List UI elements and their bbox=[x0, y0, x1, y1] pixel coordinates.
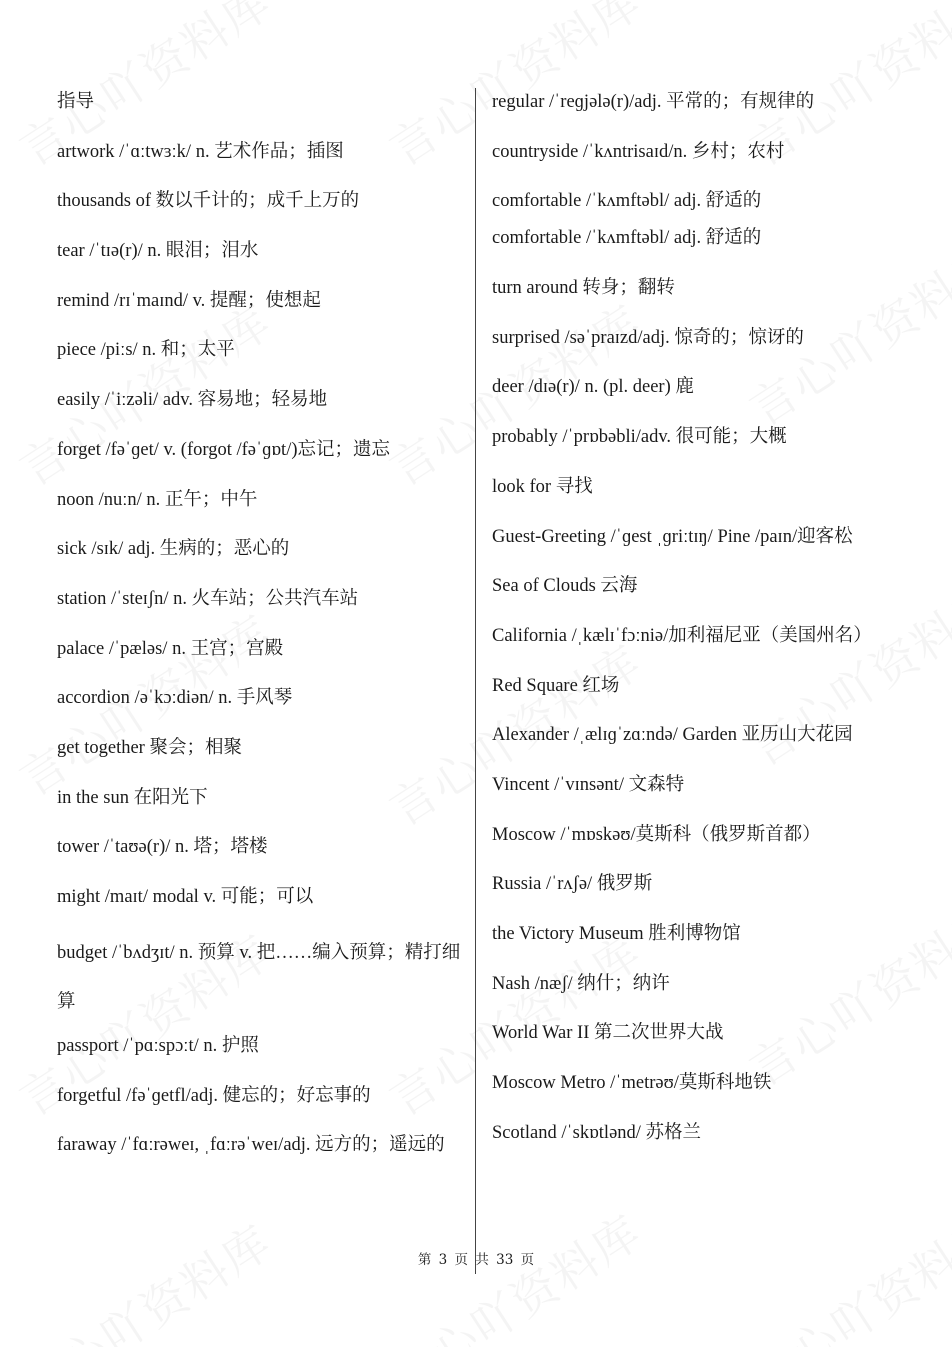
vocab-entry: noon /nuːn/ n. 正午；中午 bbox=[57, 489, 258, 510]
vocab-entry: California /ˌkælɪˈfɔːniə/加利福尼亚（美国州名） bbox=[492, 625, 872, 646]
vocab-entry: Sea of Clouds 云海 bbox=[492, 576, 638, 597]
column-divider bbox=[475, 88, 476, 1274]
vocab-entry: forget /fəˈɡet/ v. (forgot /fəˈɡɒt/)忘记；遗忘 bbox=[57, 439, 391, 460]
vocab-entry: Red Square 红场 bbox=[492, 675, 620, 696]
left-column bbox=[57, 84, 467, 1177]
vocab-entry: Vincent /ˈvɪnsənt/ 文森特 bbox=[492, 774, 685, 795]
vocab-entry: turn around 转身；翻转 bbox=[492, 278, 675, 299]
vocab-entry: tower /ˈtaʊə(r)/ n. 塔；塔楼 bbox=[57, 837, 268, 858]
vocab-entry: in the sun 在阳光下 bbox=[57, 787, 208, 808]
vocab-entry: comfortable /ˈkʌmftəbl/ adj. 舒适的 bbox=[492, 228, 762, 249]
vocab-entry: easily /ˈiːzəli/ adv. 容易地；轻易地 bbox=[57, 390, 328, 411]
vocab-entry: Alexander /ˌælɪɡˈzɑːndə/ Garden 亚历山大花园 bbox=[492, 725, 853, 746]
watermark bbox=[5, 1207, 282, 1347]
vocab-entry: 指导 bbox=[57, 92, 95, 112]
right-column bbox=[492, 84, 932, 1164]
vocab-entry: Nash /næʃ/ 纳什；纳许 bbox=[492, 973, 670, 994]
vocab-entry: probably /ˈprɒbəbli/adv. 很可能；大概 bbox=[492, 427, 787, 448]
vocab-entry: thousands of 数以千计的；成千上万的 bbox=[57, 191, 360, 212]
vocab-entry: passport /ˈpɑːspɔːt/ n. 护照 bbox=[57, 1036, 259, 1057]
vocab-entry: forgetful /fəˈɡetfl/adj. 健忘的；好忘事的 bbox=[57, 1085, 371, 1106]
vocab-entry: regular /ˈreɡjələ(r)/adj. 平常的；有规律的 bbox=[492, 92, 815, 112]
vocab-entry: surprised /səˈpraɪzd/adj. 惊奇的；惊讶的 bbox=[492, 327, 804, 348]
vocab-entry: sick /sɪk/ adj. 生病的；恶心的 bbox=[57, 539, 290, 560]
vocab-entry: faraway /ˈfɑːrəweɪ, ˌfɑːrəˈweɪ/adj. 远方的；遥远的 bbox=[57, 1135, 445, 1156]
vocab-entry: artwork /ˈɑːtwɜːk/ n. 艺术作品；插图 bbox=[57, 141, 344, 162]
vocab-entry: Russia /ˈrʌʃə/ 俄罗斯 bbox=[492, 874, 653, 895]
vocab-entry: look for 寻找 bbox=[492, 476, 593, 497]
vocab-entry: budget /ˈbʌdʒɪt/ n. 预算 v. 把……编入预算；精打细算 bbox=[57, 942, 461, 1013]
vocab-entry: comfortable /ˈkʌmftəbl/ adj. 舒适的 bbox=[492, 191, 762, 212]
watermark bbox=[735, 1197, 952, 1347]
vocab-entry: accordion /əˈkɔːdiən/ n. 手风琴 bbox=[57, 688, 293, 709]
vocab-entry: the Victory Museum 胜利博物馆 bbox=[492, 924, 741, 944]
vocab-entry: Moscow /ˈmɒskəʊ/莫斯科（俄罗斯首都） bbox=[492, 824, 821, 845]
vocab-entry: Scotland /ˈskɒtlənd/ 苏格兰 bbox=[492, 1122, 702, 1143]
watermark bbox=[375, 1197, 652, 1347]
page-number-footer: 第 3 页 共 33 页 bbox=[417, 1252, 535, 1268]
vocab-entry: remind /rɪˈmaɪnd/ v. 提醒；使想起 bbox=[57, 290, 321, 311]
vocab-entry: deer /dɪə(r)/ n. (pl. deer) 鹿 bbox=[492, 377, 694, 398]
vocab-entry: Guest-Greeting /ˈɡest ˌɡriːtɪŋ/ Pine /paɪn/迎客松 bbox=[492, 526, 853, 547]
vocab-entry: might /maɪt/ modal v. 可能；可以 bbox=[57, 887, 314, 907]
vocab-entry: World War II 第二次世界大战 bbox=[492, 1023, 724, 1044]
vocab-entry: get together 聚会；相聚 bbox=[57, 737, 242, 758]
vocab-entry: piece /piːs/ n. 和；太平 bbox=[57, 340, 235, 361]
vocab-entry: palace /ˈpæləs/ n. 王宫；宫殿 bbox=[57, 638, 284, 659]
vocab-entry: countryside /ˈkʌntrisaɪd/n. 乡村；农村 bbox=[492, 141, 785, 162]
vocab-entry: tear /ˈtɪə(r)/ n. 眼泪；泪水 bbox=[57, 241, 259, 262]
vocab-entry: Moscow Metro /ˈmetrəʊ/莫斯科地铁 bbox=[492, 1073, 772, 1094]
vocab-entry: station /ˈsteɪʃn/ n. 火车站；公共汽车站 bbox=[57, 588, 359, 609]
